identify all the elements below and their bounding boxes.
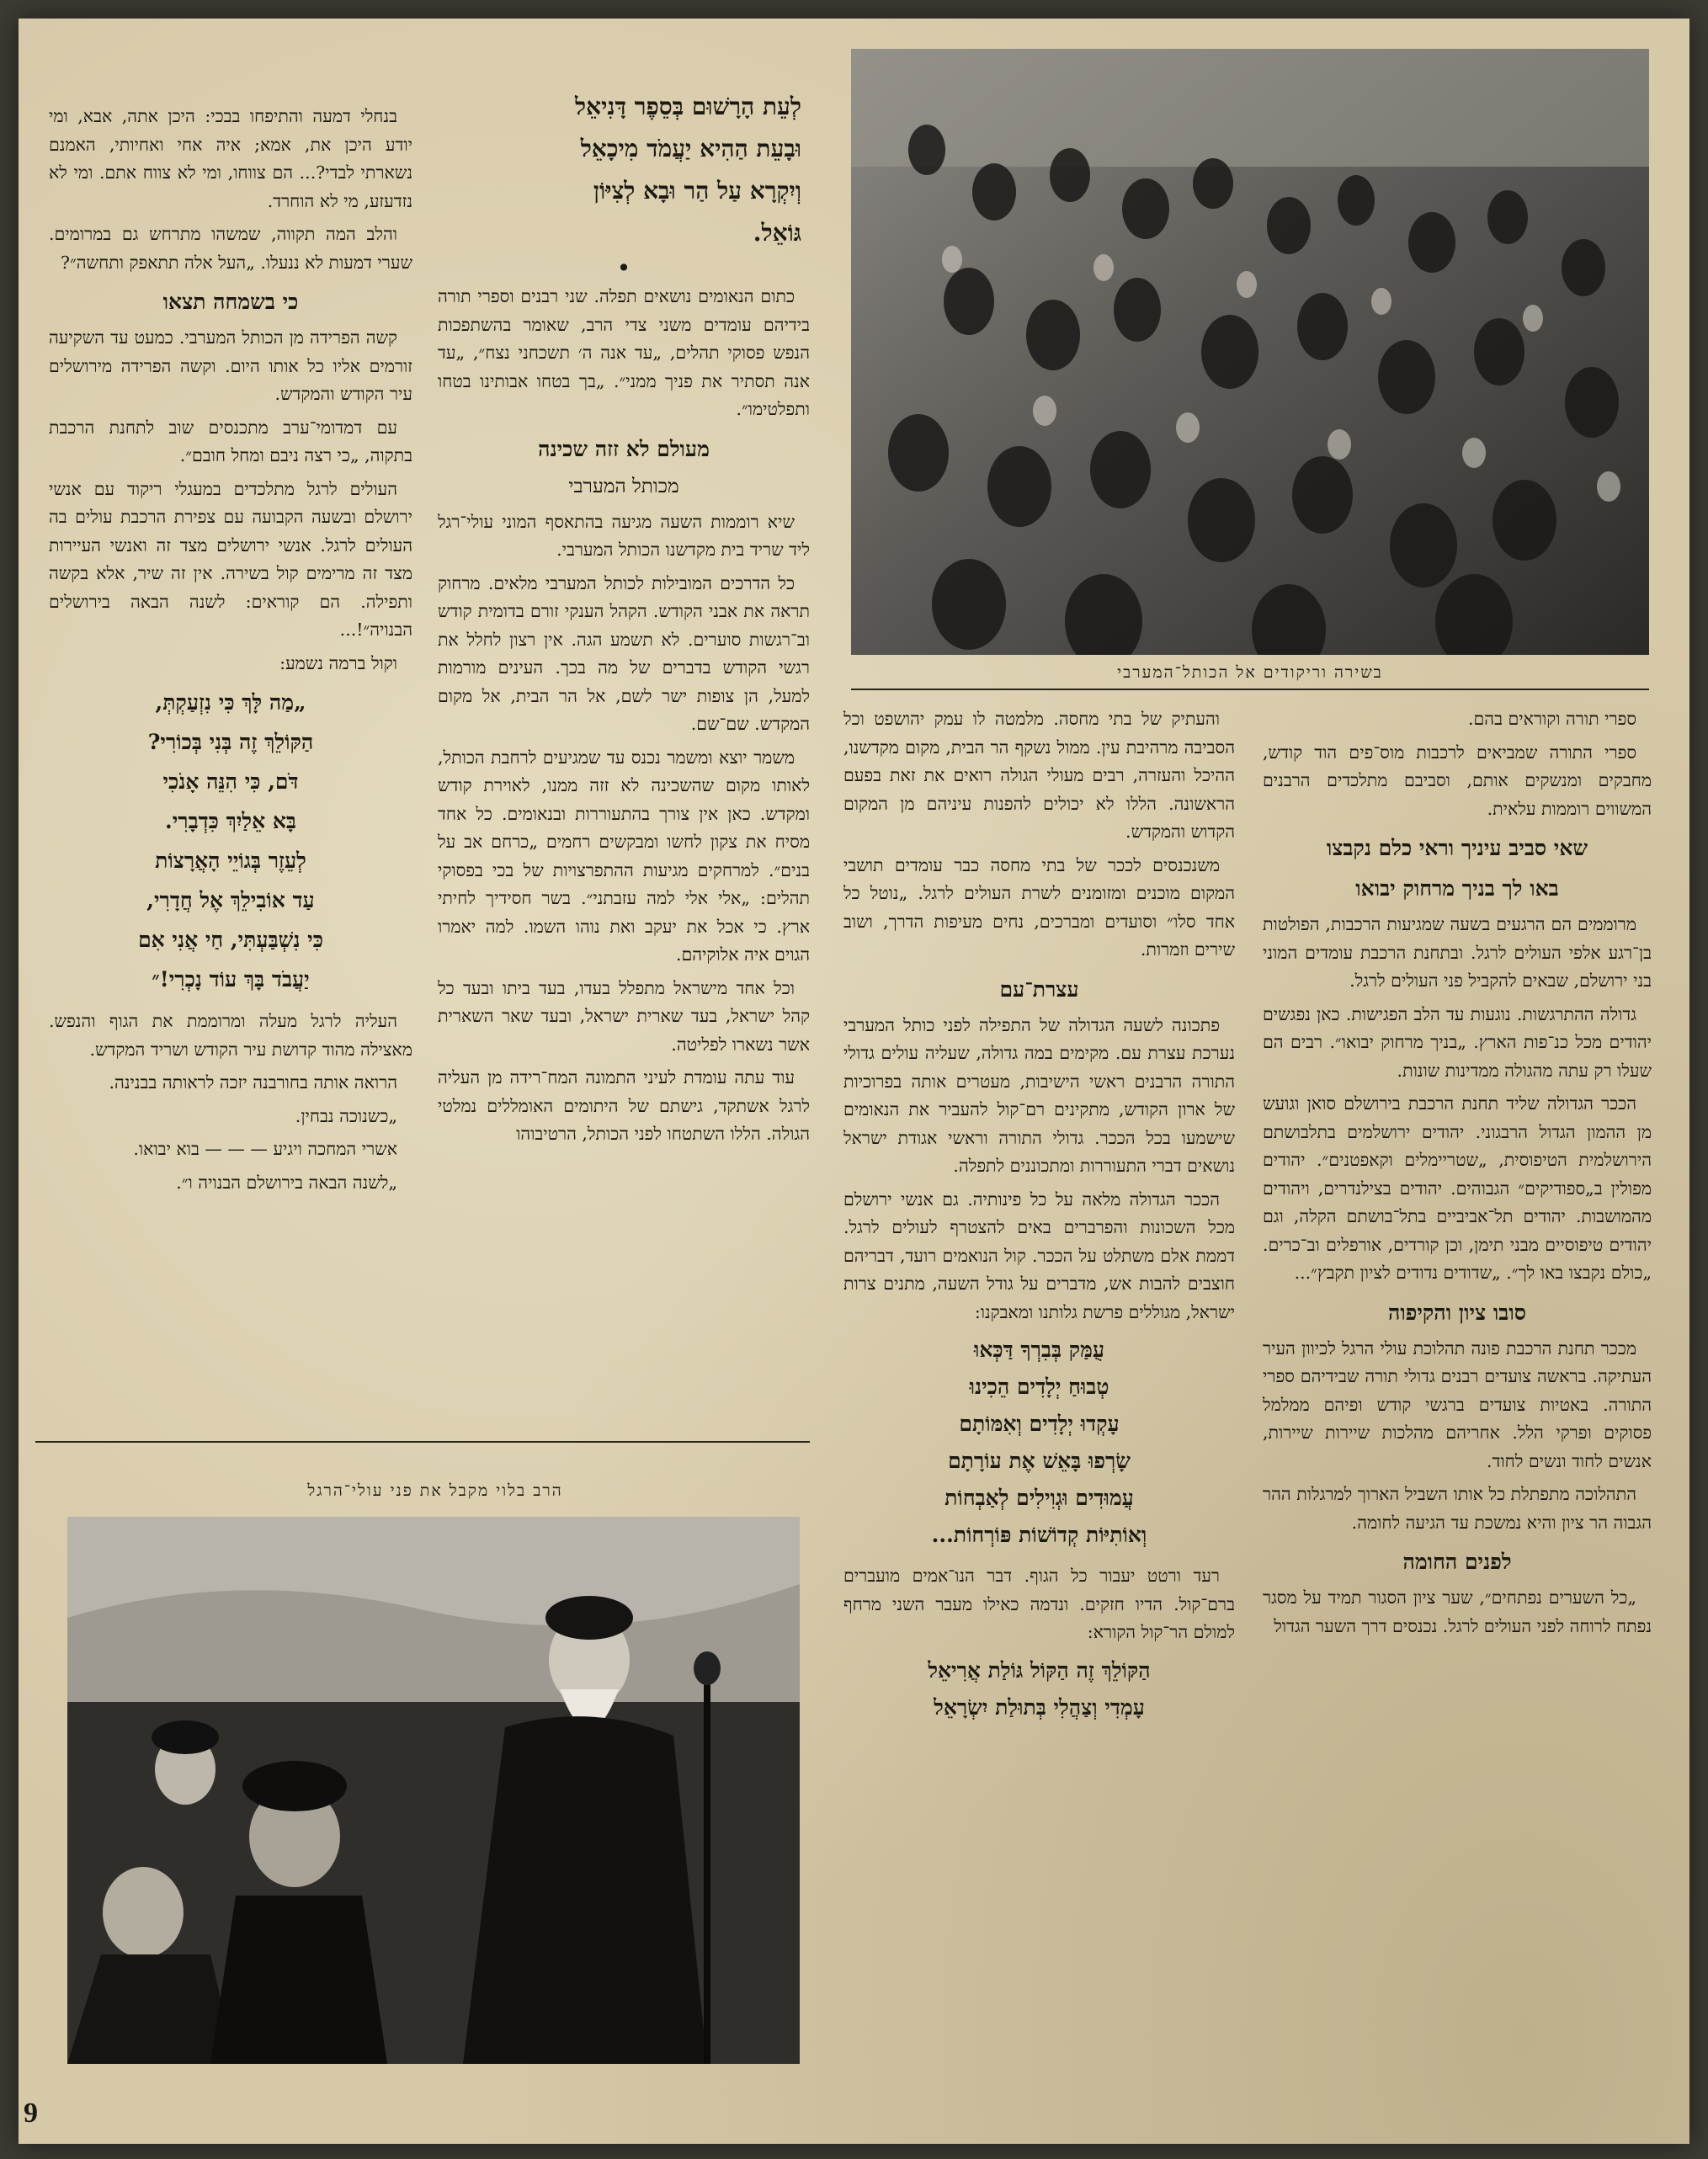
poem-line: עָקְדוּ יְלָדִים וְאִמּוֹתָם bbox=[959, 1412, 1120, 1436]
paragraph: משנכנסים לככר של בתי מחסה כבר עומדים תושבי המקום מוכנים ומזומנים לשרת העולים לרגל. „נוטל כל אחד סלו״ וסועדים ומברכים, נחים מעיפות הדרך, ושוב שירים וזמרות. bbox=[843, 854, 1235, 960]
bottom-photo-rule bbox=[35, 1441, 810, 1443]
poem bbox=[49, 683, 412, 999]
paragraph: בנחלי דמעה והתיפחו בבכי: היכן אתה, אבא, ומי יודע היכן את, אמא; איה אחי ואחיותי, האמנם נשארתי לבדי?... הם צווחו, ומי לא צווח אתם. ומי לא נזדעזע, מי לא הוחרד. bbox=[49, 106, 412, 211]
section-heading: סובו ציון והקיפוה bbox=[1388, 1300, 1526, 1325]
section-subheading: מכותל המערבי bbox=[568, 475, 679, 497]
rabbi-speaking-photo bbox=[67, 1517, 800, 2064]
poem-line: דֹּם, כִּי הִנֵּה אָנֹכִי bbox=[162, 769, 299, 794]
section-heading: מעולם לא זזה שכינה bbox=[538, 436, 710, 461]
article-column-middle bbox=[438, 86, 810, 1433]
article-column-left bbox=[49, 103, 412, 1433]
bottom-photo-caption: הרב בלוי מקבל את פני עולי־הרגל bbox=[307, 1481, 563, 1500]
paragraph: עם דמדומי־ערב מתכנסים שוב לתחנת הרכבת בתקוה, „כי רצה ניבם ומחל חובם״. bbox=[49, 417, 412, 465]
section-separator: • bbox=[616, 254, 631, 282]
poem bbox=[843, 1332, 1235, 1554]
verse-block bbox=[438, 86, 810, 254]
paragraph: „לשנה הבאה בירושלם הבנויה ו״. bbox=[176, 1172, 397, 1193]
poem-line: שָׂרְפוּ בָּאֵשׁ אֶת עוֹרָתָם bbox=[948, 1449, 1131, 1473]
poem-line: כִּי נִשְׁבַּעְתִּי, חַי אֲנִי אִם bbox=[138, 928, 323, 952]
section-heading: עצרת־עם bbox=[999, 976, 1079, 1002]
paragraph: הרואה אותה בחורבנה יזכה לראותה בבנינה. bbox=[109, 1072, 397, 1093]
poem-line: עַד אוֹבִילֵךְ אֶל חֲדָרִי, bbox=[146, 888, 315, 912]
poem-line: לְעֵזֶר בְּגוֹיֵי הָאֲרָצוֹת bbox=[155, 848, 306, 873]
page-number: 9 bbox=[24, 2098, 38, 2129]
paragraph: כל הדרכים המובילות לכותל המערבי מלאים. מרחוק תראה את אבני הקודש. הקהל הענקי זורם בדומית קודש וב־רגשות סוערים. לא תשמע הגה. אין רצון לחלל את רגשי הקודש בדברים של מה בכך. העינים מורמות למעל, הן צופות ישר לשם, אל הר הבית, אל מקום המקדש. שם־שם. bbox=[438, 572, 810, 734]
crowd-at-western-wall-photo bbox=[851, 49, 1649, 655]
paragraph: רעד ורטט יעבור כל הגוף. דבר הנו־אמים מועברים ברם־קול. הדיו חזקים. ונדמה כאילו מעבר השני מרחף למולם הר־קול הקורא: bbox=[843, 1566, 1235, 1642]
magazine-page bbox=[19, 19, 1689, 2144]
paragraph: הככר הגדולה שליד תחנת הרכבת בירושלם סואן וגועש מן ההמון הגדול הרבגוני. יהודים ירושלמים בתלבושתם הירושלמית הטיפוסית, „שטריימלים וקאפטנים״. יהודים מפולין ב„ספודיקים״ הגבוהים. יהודים בצילנדרים, ויהודים מהמושבות. יהודים תל־אביביים בתל־בושתם הקלה, וגם יהודים טיפוסיים מבני תימן, וכן קורדים, אורפלים וב־כרים. „כולם נקבצו באו לך״. „שדודים נדודים לציון תקבץ״... bbox=[1263, 1093, 1652, 1283]
paragraph: פתכונה לשעה הגדולה של התפילה לפני כותל המערבי נערכת עצרת עם. מקימים במה גדולה, שעליה עולים גדולי התורה הרבנים ראשי הישיבות, מעטרים אותה בפרוכיות של ארון הקודש, מתקינים רם־קול להעביר את הנאומים שישמעו בכל הככר. גדולי התורה וראשי אגודת ישראל נושאים דברי התעוררות ומתכוננים לתפלה. bbox=[843, 1014, 1235, 1176]
poem-line: עֻמַּק בְּבִרְךָ דַּכְּאוּ bbox=[973, 1337, 1105, 1362]
paragraph: התהלוכה מתפתלת כל אותו השביל הארוך למרגלות ההר הגבוה הר ציון והיא נמשכת עד הגיעה לחומה. bbox=[1263, 1484, 1652, 1533]
paragraph: אשרי המחכה ויגיע — — — בוא יבואו. bbox=[133, 1139, 397, 1159]
section-heading: כי בשמחה תצאו bbox=[162, 290, 299, 314]
crowd-photo-graphic bbox=[851, 49, 1649, 655]
rabbi-photo-graphic bbox=[67, 1517, 800, 2064]
verse-line: גּוֹאֵל. bbox=[753, 219, 801, 247]
paragraph: קשה הפרידה מן הכותל המערבי. כמעט עד השקיעה זורמים אליו כל אותו היום. וקשה הפרידה מירושלים עיר הקודש והמקדש. bbox=[49, 327, 412, 404]
paragraph: גדולה ההתרגשות. נוגעות עד הלב הפגישות. כאן נפגשים יהודים מכל כנ־פות הארץ. „בניך מרחוק יבואו״. רבים הם שעלו רק עתה מהגולה ממדינות שונות. bbox=[1263, 1003, 1652, 1081]
poem-line: „מַה לָּךְ כִּי נִזְעַקְתְּ, bbox=[155, 690, 306, 715]
top-photo-caption: בשירה וריקודים אל הכותל־המערבי bbox=[1117, 663, 1383, 682]
paragraph: וכל אחד מישראל מתפלל בעדו, בעד ביתו ובעד כל קהל ישראל, בעד שארית ישראל, ובעד שאר השארית אשר נשארו לפליטה. bbox=[438, 977, 810, 1055]
paragraph: וקול ברמה נשמע: bbox=[279, 652, 397, 673]
paragraph: והלב המה תקווה, שמשהו מתרחש גם במרומים. שערי דמעות לא ננעלו. „העל אלה תתאפק ותחשה״? bbox=[49, 224, 412, 273]
paragraph: והעתיק של בתי מחסה. מלמטה לו עמק יהושפט וכל הסביבה מרהיבת עין. ממול נשקף הר הבית, מקום מקדשנו, ההיכל והעזרה, רבים מעולי הגולה רואים את זאת בפעם הראשונה. הללו לא יכולים להפנות עיניהם מן המקום הקדוש והמקדש. bbox=[843, 709, 1235, 842]
poem bbox=[843, 1652, 1235, 1726]
paragraph: משמר יוצא ומשמר נכנס עד שמגיעים לרחבת הכותל, לאותו מקום שהשכינה לא זזה ממנו, לאוירת קודש ומקדש. כאן אין צורך בהתעוררות ובנאומים. כל אחד מסיח את צקון לחשו ומבקשים רחמים „כרחם אב על בנים״. למרחקים מגיעות ההתפרצויות של בכי בפסוקי תהלים: „אלי אלי למה עזבתני״. בשר חסידיך לחיתי ארץ. כי אכל את יעקב ואת נוהו השמו. למה יאמרו הגוים איה אלוקיהם. bbox=[438, 747, 810, 965]
verse-line: וְיִקְרָא עַל הַר וּבָא לְצִיּוֹן bbox=[593, 177, 801, 205]
paragraph: כתום הנאומים נושאים תפלה. שני רבנים וספרי תורה בידיהם עומדים משני צדי הרב, שאומר בהשתפכות הנפש פסוקי תהלים, „עד אנה ה׳ תשכחני נצח״, „עד אנה תסתיר את פניך ממני״. „בך בטחו אבותינו בטחו ותפלטימו״. bbox=[438, 286, 810, 419]
poem-line: וְאוֹתִיּוֹת קְדוֹשׁוֹת פּוֹרְחוֹת... bbox=[931, 1523, 1147, 1547]
paragraph: ספרי התורה שמביאים לרכבות מוס־פים הוד קודש, מחבקים ומנשקים אותם, וסביבם מתלכדים הרבנים המשווים רוממות עלאית. bbox=[1263, 742, 1652, 819]
poem-line: הַקּוֹלֵךְ זֶה הַקּוֹל גּוֹלַת אֲרִיאֵל bbox=[928, 1657, 1151, 1683]
verse-line: וּבָעֵת הַהִיא יַעֲמֹד מִיכָאֵל bbox=[580, 135, 801, 162]
article-column-right-inner bbox=[843, 705, 1235, 2119]
poem-line: בָּא אֵלַיִךְ כִּדְבָרִי. bbox=[165, 809, 296, 833]
paragraph: מככר תחנת הרכבת פונה תהלוכת עולי הרגל לכיוון העיר העתיקה. בראשה צועדים רבנים גדולי תורה שבידיהם ספרי התורה. באטיות צועדים ברגשי קודש ופיהם ממלמל פסוקים ופרקי הלל. אחריהם מהלכות שיירות שיירות, אנשים לחוד ונשים לחוד. bbox=[1263, 1337, 1652, 1471]
paragraph: עוד עתה עומדת לעיני התמונה המח־רידה מן העליה לרגל אשתקד, גישתם של היתומים האומללים נמלטי הגולה. הללו השתטחו לפני הכותל, הרטיבוהו bbox=[438, 1067, 810, 1144]
paragraph: העולים לרגל מתלכדים במעגלי ריקוד עם אנשי ירושלם ובשעה הקבועה עם צפירת הרכבת עולים בה העולים לרגל. אנשי ירושלים מצד זה ואנשי העיירות מצד זה מרימים קול בשירה. אין זה שיר, אלא בקשה ותפילה. הם קוראים: לשנה הבאה בירושלים הבנויה״!... bbox=[49, 478, 412, 640]
paragraph: „כל השערים נפתחים״, שער ציון הסגור תמיד על מסגר נפתח לרוחה לפני העולים לרגל. נכנסים דרך השער הגדול bbox=[1263, 1587, 1652, 1636]
poem-line: עָמְדִי וְצַהֲלִי בְּתוּלַת יִשְׂרָאֵל bbox=[934, 1694, 1145, 1720]
poem-line: יַעֲבֹד בָּךְ עוֹד נָכְרִי!״ bbox=[152, 967, 310, 992]
paragraph: „כשנוכה נבחין. bbox=[295, 1105, 397, 1126]
poem-line: טְבוּחַ יְלָדִים הֵכִינוּ bbox=[969, 1375, 1109, 1399]
verse-heading: באו לך בניך מרחוק יבואו bbox=[1355, 876, 1559, 901]
verse-heading: שאי סביב עיניך וראי כלם נקבצו bbox=[1326, 836, 1588, 860]
verse-line: לְעֵת הָרָשׁוּם בְּסֵפֶר דָּנִיאֵל bbox=[575, 93, 801, 120]
paragraph: הככר הגדולה מלאה על כל פינותיה. גם אנשי ירושלם מכל השכונות והפרברים באים להצטרף לעולים לרגל. דממת אלם משתלט על הככר. קול הנואמים רועד, דבריהם חוצבים להבות אש, מדברים על גודל השעה, מתנים צרות ישראל, מגוללים פרשת גלותנו ומאבקנו: bbox=[843, 1189, 1235, 1322]
paragraph: העליה לרגל מעלה ומרוממת את הגוף והנפש. מאצילה מהוד קדושת עיר הקודש ושריד המקדש. bbox=[49, 1011, 412, 1060]
paragraph: מרוממים הם הרגעים בשעה שמגיעות הרכבות, הפולטות בן־רגע אלפי העולים לרגל. ובתחנת הרכבת עומדים המוני בני ירושלם, שבאים להקביל פני העולים לרגל. bbox=[1263, 914, 1652, 991]
poem-line: עֲמוּדִים וּגְוִילִים לְאַבְחוֹת bbox=[944, 1486, 1134, 1510]
paragraph: שיא רוממות השעה מגיעה בהתאסף המוני עולי־רגל ליד שריד בית מקדשנו הכותל המערבי. bbox=[438, 511, 810, 560]
paragraph: ספרי תורה וקוראים בהם. bbox=[1468, 709, 1636, 729]
poem-line: הַקּוֹלֵךְ זֶה בְּנִי בְּכוֹרִי? bbox=[147, 730, 314, 754]
section-heading: לפנים החומה bbox=[1402, 1550, 1512, 1574]
top-photo-rule bbox=[851, 689, 1649, 690]
article-column-right bbox=[1263, 705, 1652, 2128]
